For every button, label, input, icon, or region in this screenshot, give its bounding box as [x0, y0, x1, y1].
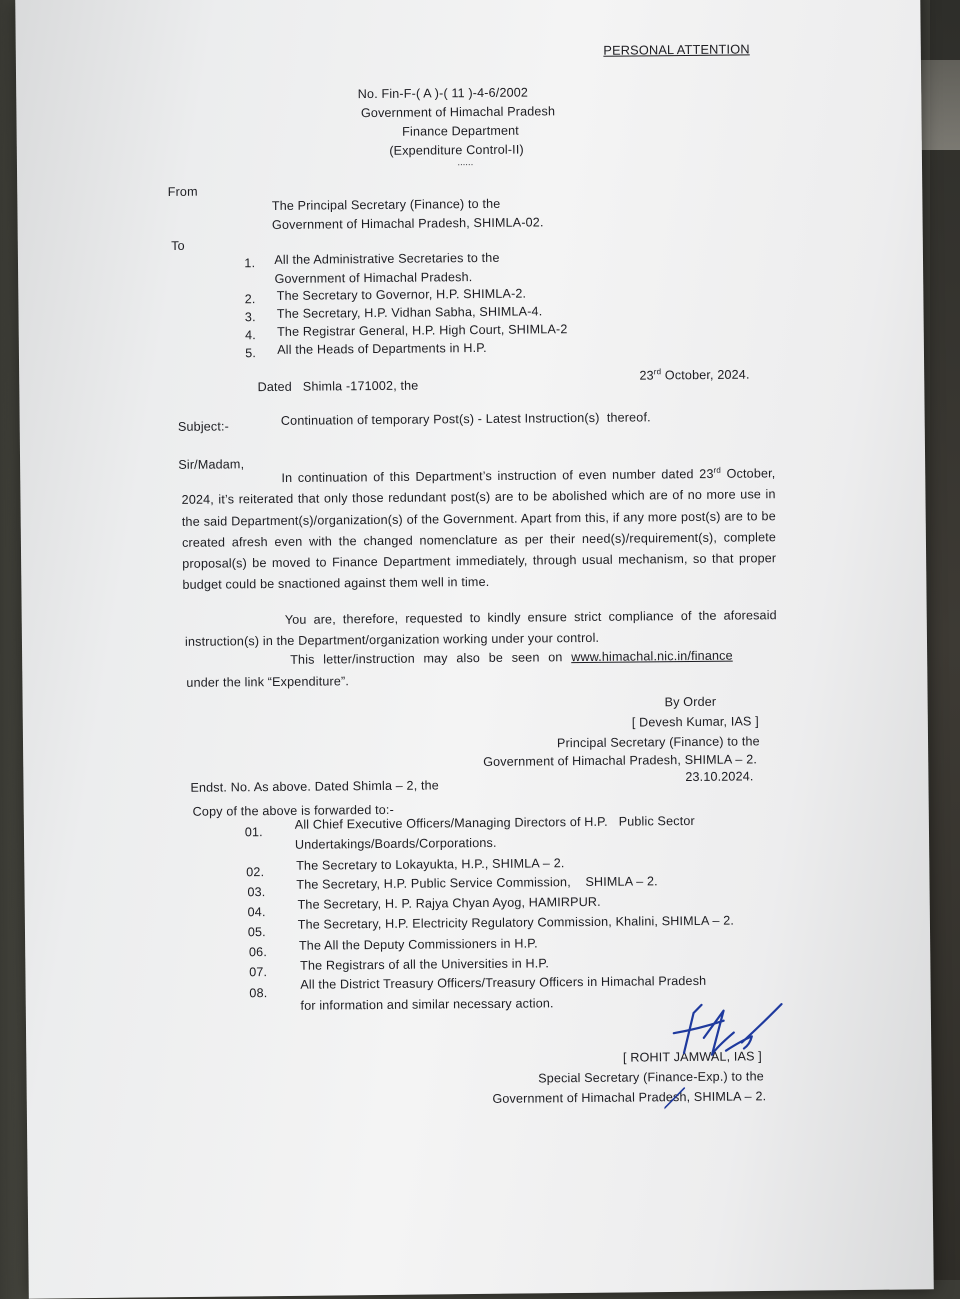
endorsement-line: Endst. No. As above. Dated Shimla – 2, the — [190, 778, 439, 795]
copy-item-number: 02. — [246, 865, 265, 880]
copy-item-text: The Secretary, H. P. Rajya Chyan Ayog, HAMIRPUR. — [297, 894, 601, 912]
copy-item-number: 04. — [247, 905, 266, 920]
handwritten-signature — [663, 992, 804, 1123]
to-item-text: The Registrar General, H.P. High Court, SHIMLA-2 — [276, 322, 568, 339]
subject-label: Subject:- — [177, 419, 230, 434]
copy-item-text: for information and similar necessary action. — [300, 996, 554, 1013]
copy-item-number: 06. — [248, 945, 268, 960]
signatory-1-title-1: Principal Secretary (Finance) to the — [556, 734, 760, 751]
subject-text: Continuation of temporary Post(s) - Latest Instruction(s) thereof. — [280, 410, 651, 428]
dated-date: 23rd October, 2024. — [639, 367, 750, 383]
signatory-2-name: [ ROHIT JAMWAL, IAS ] — [622, 1049, 762, 1065]
finance-website-link[interactable]: www.himachal.nic.in/finance — [571, 648, 733, 665]
section-heading: (Expenditure Control-II) — [389, 142, 524, 158]
copy-item-text: Undertakings/Boards/Corporations. — [294, 835, 497, 852]
copy-item-number: 08. — [249, 986, 268, 1001]
file-number: No. Fin-F-( A )-( 11 )-4-6/2002 — [357, 85, 529, 102]
to-item-text: All the Administrative Secretaries to the — [274, 250, 500, 267]
copy-item-text: The Secretary, H.P. Public Service Commission, SHIMLA – 2. — [296, 874, 658, 892]
to-label: To — [171, 238, 185, 253]
to-item-text: All the Heads of Departments in H.P. — [277, 340, 487, 357]
by-order: By Order — [664, 694, 717, 710]
copy-item-text: The Secretary, H.P. Electricity Regulatory Commission, Khalini, SHIMLA – 2. — [297, 913, 735, 932]
personal-attention-label: PERSONAL ATTENTION — [603, 41, 750, 58]
copy-forwarded-label: Copy of the above is forwarded to:- — [192, 802, 394, 819]
to-item-text: Government of Himachal Pradesh. — [274, 270, 473, 286]
paragraph-1: In continuation of this Department’s instruction of even number dated 23rd October, 2024, it’s reiterated that only those redundant post(s) are to be abolished which are of no more use in the said Department(s)/organization(s) of the Government. Apart from this, if any more post(s) are to be created afresh even with the changed nomenclature as per their need(s)/requirement(s), complete proposal(s) be moved to Finance Department immediately, through usual mechanism, so that proper budget could be snactioned against them well in time. — [181, 465, 777, 593]
header-dots: ...... — [457, 157, 474, 168]
from-line-1: The Principal Secretary (Finance) to the — [271, 196, 501, 213]
paragraph-3-line-1: This letter/instruction may also be seen on www.himachal.nic.in/finance — [290, 648, 733, 667]
government-heading: Government of Himachal Pradesh — [360, 104, 556, 121]
signatory-2-title-1: Special Secretary (Finance-Exp.) to the — [538, 1069, 764, 1086]
to-item-text: The Secretary, H.P. Vidhan Sabha, SHIMLA-4. — [276, 304, 543, 321]
signatory-1-name: [ Devesh Kumar, IAS ] — [631, 714, 759, 730]
copy-item-text: The Secretary to Lokayukta, H.P., SHIMLA – 2. — [296, 856, 565, 873]
copy-item-text: All the District Treasury Officers/Treasury Officers in Himachal Pradesh — [300, 973, 707, 992]
paragraph-3-line-2: under the link “Expenditure”. — [186, 674, 350, 690]
copy-item-number: 01. — [244, 825, 263, 840]
copy-item-text: The All the Deputy Commissioners in H.P. — [298, 936, 538, 953]
to-item-text: The Secretary to Governor, H.P. SHIMLA-2. — [276, 286, 527, 303]
endorsement-date: 23.10.2024. — [685, 769, 754, 785]
copy-item-number: 05. — [247, 925, 266, 940]
to-item-number: 2. — [244, 292, 256, 307]
to-item-number: 3. — [244, 310, 256, 325]
from-line-2: Government of Himachal Pradesh, SHIMLA-02. — [271, 215, 544, 232]
to-item-number: 4. — [244, 328, 256, 343]
from-label: From — [167, 184, 198, 199]
signatory-1-title-2: Government of Himachal Pradesh, SHIMLA – 2. — [483, 752, 758, 769]
to-item-number: 5. — [245, 346, 257, 361]
dated-place: Dated Shimla -171002, the — [257, 378, 419, 395]
paragraph-2: You are, therefore, requested to kindly ensure strict compliance of the aforesaid instruction(s) in the Department/organization working under your control. — [184, 608, 777, 650]
salutation: Sir/Madam, — [178, 457, 245, 472]
to-item-number: 1. — [244, 256, 256, 271]
copy-item-text: The Registrars of all the Universities in H.P. — [300, 956, 550, 973]
copy-item-text: All Chief Executive Officers/Managing Directors of H.P. Public Sector — [294, 813, 695, 832]
copy-item-number: 03. — [247, 885, 266, 900]
signatory-2-title-2: Government of Himachal Pradesh, SHIMLA – 2. — [492, 1089, 767, 1106]
copy-item-number: 07. — [249, 965, 268, 980]
department-heading: Finance Department — [402, 123, 519, 139]
